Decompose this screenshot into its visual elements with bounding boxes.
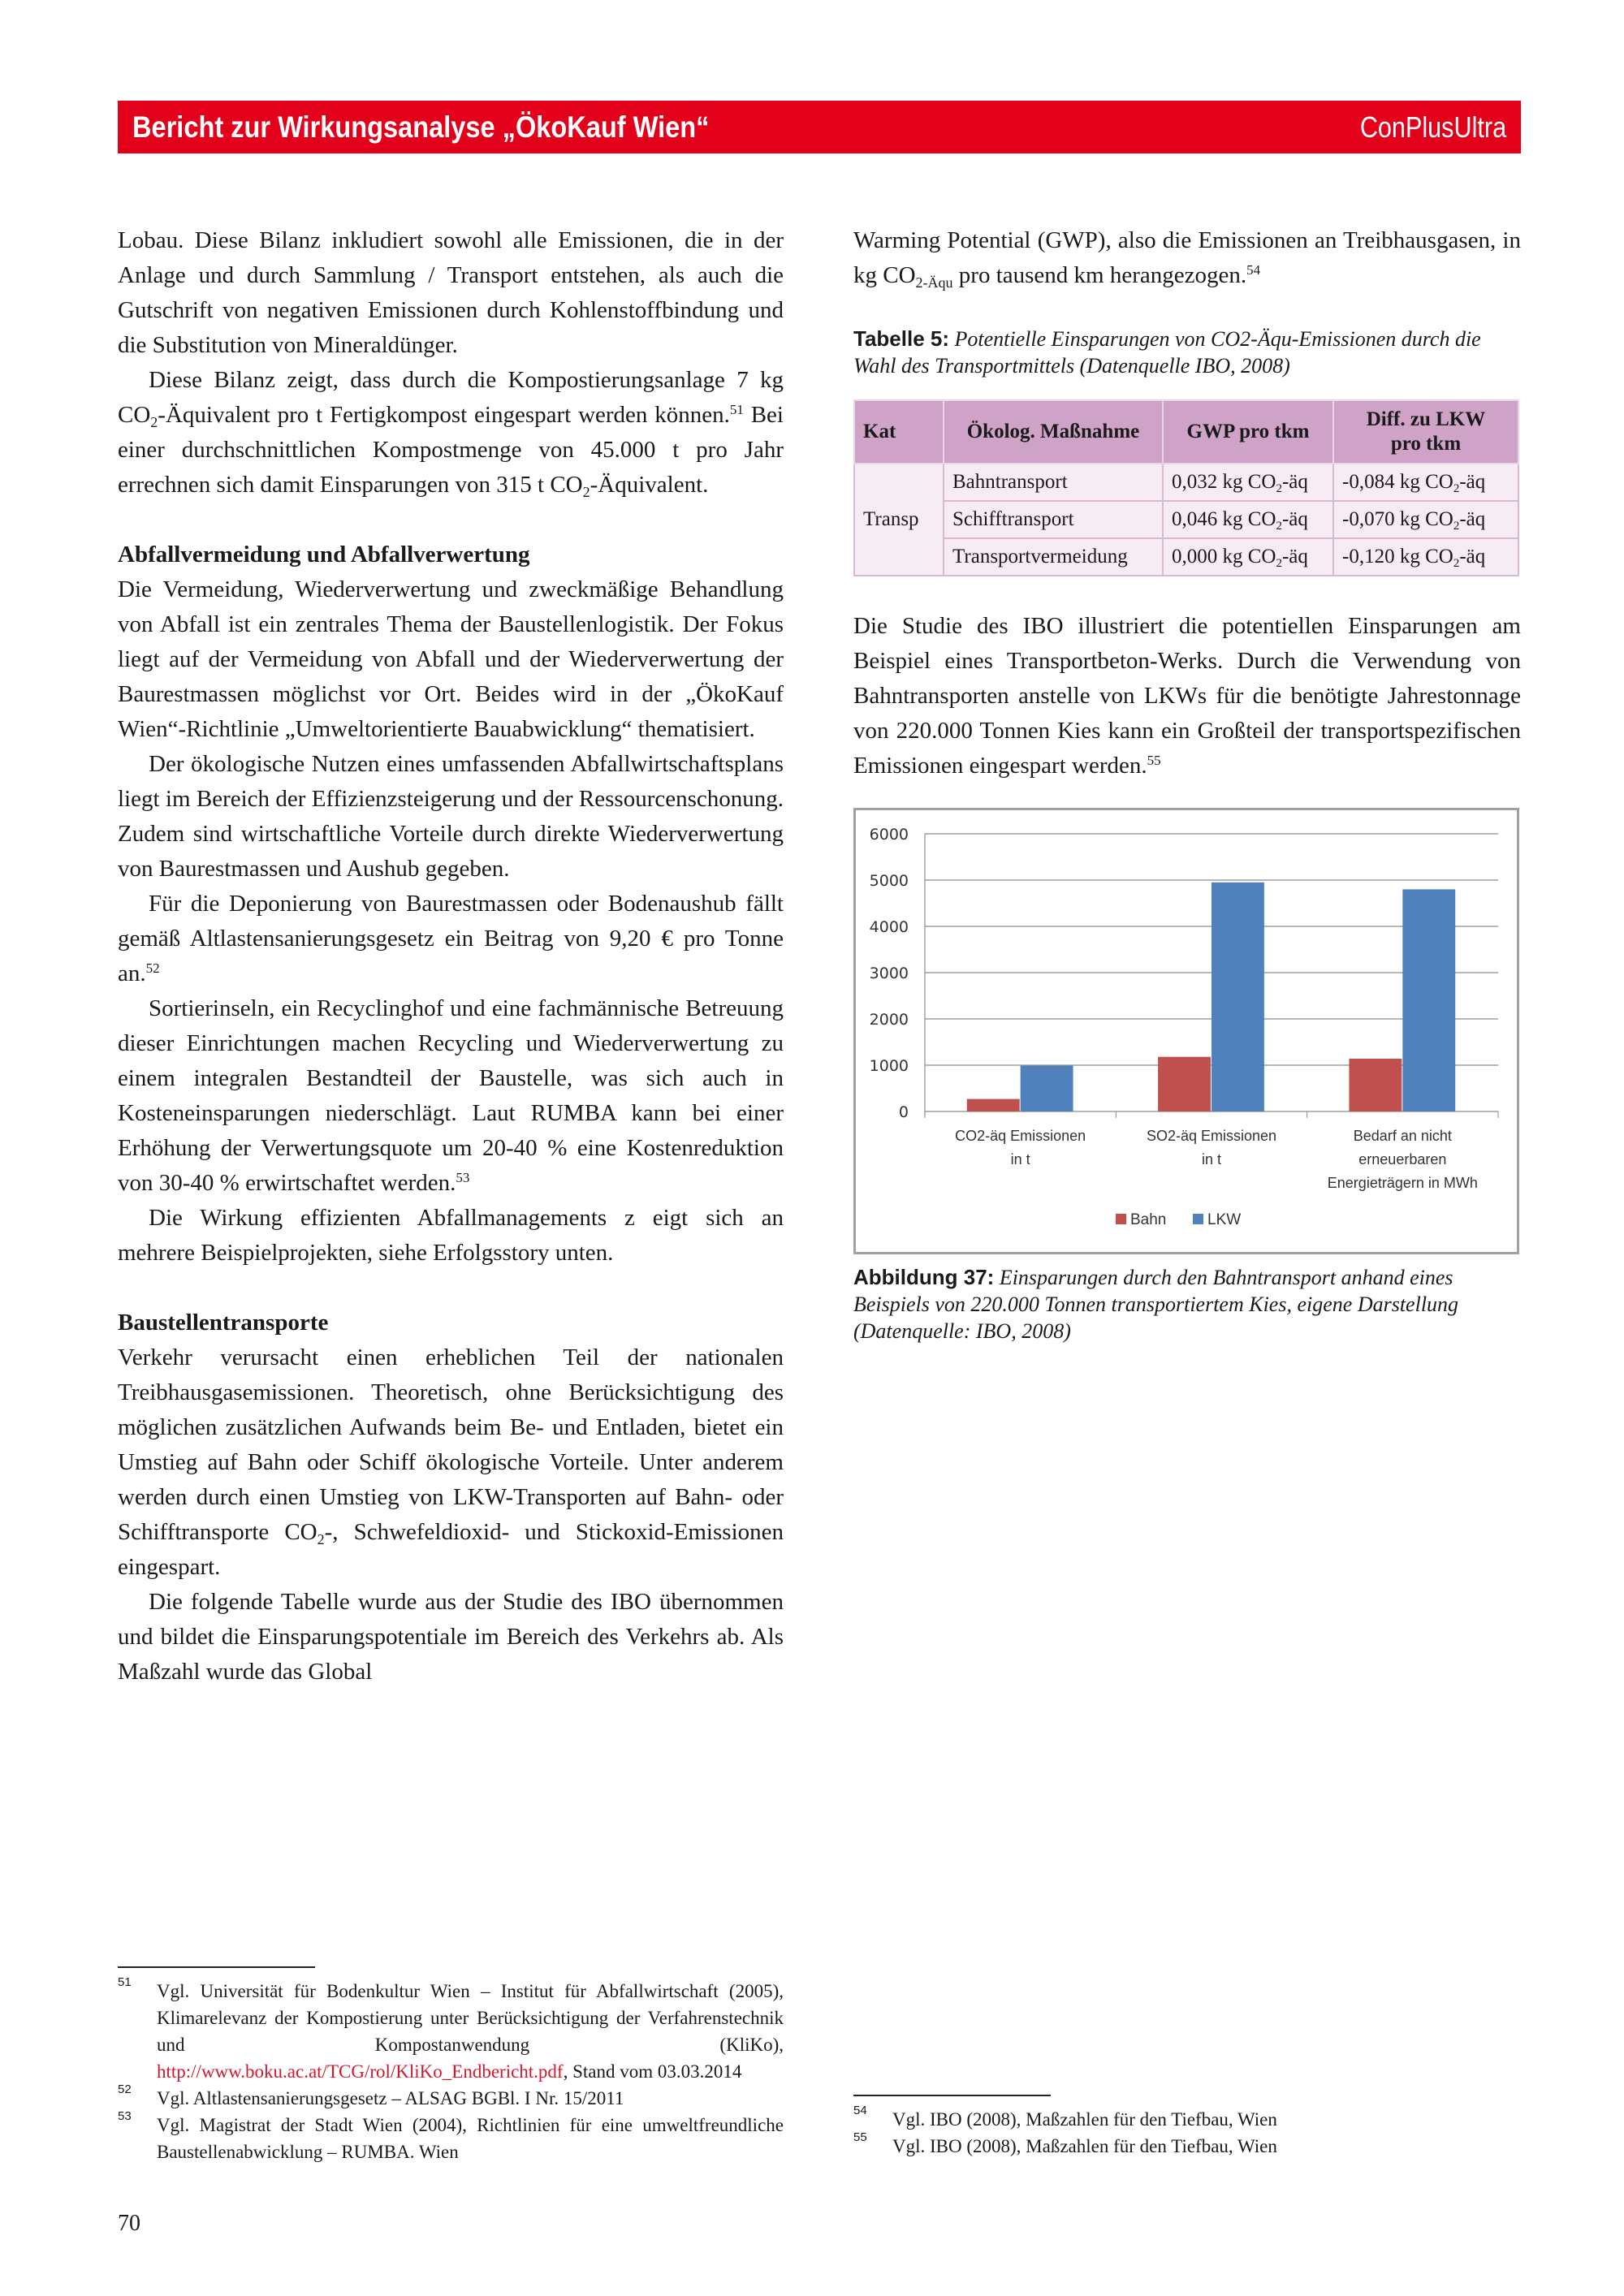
footnote-number: 51 xyxy=(118,1975,132,1989)
section-heading: Abfallvermeidung und Abfallverwertung xyxy=(118,542,530,568)
footnote: 51 Vgl. Universität für Bodenkultur Wien – Institut für Abfallwirtschaft (2005), Klimarelevanz der Kompostierung unter Berücksichtigung der Verfahrenstechnik und Kompostanwendung (KliKo), http://www.boku.ac.at/TCG/rol/KliKo_Endbericht.pdf, Stand vom 03.03.2014 xyxy=(118,1975,784,2082)
paragraph: Die Vermeidung, Wiederverwertung und zweckmäßige Behandlung von Abfall ist ein zentrales Thema der Baustellenlogistik. Der Fokus liegt auf der Vermeidung von Abfall und der Wiederverwertung der Baurestmassen möglichst vor Ort. Beides wird in der „ÖkoKauf Wien“-Richtlinie „Umweltorientierte Bauabwicklung“ thematisiert. xyxy=(118,576,784,742)
footnote-link[interactable]: http://www.boku.ac.at/TCG/rol/KliKo_Endbericht.pdf xyxy=(157,2061,564,2082)
section-heading: Baustellentransporte xyxy=(118,1310,329,1336)
report-header xyxy=(118,101,1521,153)
page-number: 70 xyxy=(118,2211,140,2236)
bar-lkw xyxy=(1212,883,1264,1111)
bar-chart xyxy=(853,808,1519,1254)
y-tick-label: 0 xyxy=(898,1103,909,1121)
figure-caption: Abbildung 37: Einsparungen durch den Bahntransport anhand eines Beispiels von 220.000 Tonnen transportiertem Kies, eigene Darstellung (Datenquelle: IBO, 2008) xyxy=(853,1265,1459,1343)
x-category-label: SO2-äq Emissionen xyxy=(1146,1128,1277,1144)
x-category-label: in t xyxy=(1201,1151,1222,1167)
bar-lkw xyxy=(1402,889,1455,1111)
savings-table xyxy=(853,399,1519,576)
y-tick-label: 3000 xyxy=(869,965,909,982)
y-tick-label: 6000 xyxy=(869,826,909,844)
footnote: 55 Vgl. IBO (2008), Maßzahlen für den Tiefbau, Wien xyxy=(853,2130,1277,2156)
x-category-label: Bedarf an nicht xyxy=(1353,1128,1452,1144)
footnote-ref: 51 xyxy=(729,402,744,417)
chart-svg xyxy=(856,810,1517,1252)
footnote-ref: 55 xyxy=(1147,753,1161,768)
footnote-number: 53 xyxy=(118,2109,132,2123)
paragraph: Sortierinseln, ein Recyclinghof und eine fachmännische Betreuung dieser Einrichtungen machen Recycling und Wiederverwertung zu einem integralen Bestandteil der Baustelle, was sich auch in Kosteneinsparungen niederschlägt. Laut RUMBA kann bei einer Erhöhung der Verwertungsquote um 20-40 % eine Kostenreduktion von 30-40 % erwirtschaftet werden.$^{53}$ xyxy=(118,995,784,1196)
x-category-label: erneuerbaren xyxy=(1358,1151,1447,1167)
footnote: 54 Vgl. IBO (2008), Maßzahlen für den Tiefbau, Wien xyxy=(853,2104,1277,2130)
footnote: 52 Vgl. Altlastensanierungsgesetz – ALSAG BGBl. I Nr. 15/2011 xyxy=(118,2082,624,2108)
y-tick-label: 4000 xyxy=(869,918,909,936)
footnote-number: 52 xyxy=(118,2082,132,2096)
table-row: Transportvermeidung 0,000 kg $CO_2-äq$ -0,120 kg $CO_2-äq$ xyxy=(854,538,1518,576)
legend-swatch xyxy=(1116,1214,1126,1224)
right-column xyxy=(853,223,1521,2241)
footnote-ref: 54 xyxy=(1246,262,1261,278)
left-column xyxy=(118,223,784,2241)
bar-bahn xyxy=(1158,1057,1211,1111)
x-category-label: CO2-äq Emissionen xyxy=(955,1128,1086,1144)
y-tick-label: 5000 xyxy=(869,872,909,890)
bar-bahn xyxy=(967,1099,1020,1111)
paragraph: Verkehr verursacht einen erheblichen Teil der nationalen Treibhausgasemissionen. Theoretisch, ohne Berücksichtigung des möglichen zusätzlichen Aufwands beim Be- und Entladen, bietet ein Umstieg auf Bahn oder Schiff ökologische Vorteile. Unter anderem werden durch einen Umstieg von LKW-Transporten auf Bahn- oder Schifftransporte $CO_2-$, Schwefeldioxid- und Stickoxid-Emissionen eingespart. xyxy=(118,1344,784,1580)
footnote-number: 54 xyxy=(853,2104,867,2117)
legend-label: LKW xyxy=(1207,1211,1242,1228)
paragraph: Die folgende Tabelle wurde aus der Studie des IBO übernommen und bildet die Einsparungspotentiale im Bereich des Verkehrs ab. Als Maßzahl wurde das Global xyxy=(118,1589,784,1685)
paragraph: Warming Potential (GWP), also die Emissionen an Treibhausgasen, in kg $CO_{2-Äqu}$ pro tausend km herangezogen.$^{54}$ xyxy=(853,227,1521,291)
paragraph: Die Studie des IBO illustriert die potentiellen Einsparungen am Beispiel eines Transportbeton-Werks. Durch die Verwendung von Bahntransporten anstelle von LKWs für die benötigte Jahrestonnage von 220.000 Tonnen Kies kann ein Großteil der transportspezifischen Emissionen eingespart werden.$^{55}$ xyxy=(853,613,1521,779)
footnote-ref: 52 xyxy=(145,960,160,976)
footnote-separator xyxy=(853,2095,1051,2096)
table-row: Transp Bahntransport 0,032 kg $CO_2-äq$ -0,084 kg $CO_2-äq$ xyxy=(854,464,1518,501)
brand-name: ConPlusUltra xyxy=(1359,110,1506,144)
footnote-number: 55 xyxy=(853,2130,867,2144)
paragraph: Die Wirkung effizienten Abfallmanagements z eigt sich an mehrere Beispielprojekten, siehe Erfolgsstory unten. xyxy=(118,1205,784,1266)
paragraph: Der ökologische Nutzen eines umfassenden Abfallwirtschaftsplans liegt im Bereich der Effizienzsteigerung und der Ressourcenschonung. Zudem sind wirtschaftliche Vorteile durch direkte Wiederverwertung von Baurestmassen und Aushub gegeben. xyxy=(118,751,784,882)
bar-bahn xyxy=(1349,1059,1402,1111)
table-caption: Tabelle 5: Potentielle Einsparungen von CO2-Äqu-Emissionen durch die Wahl des Transportmittels (Datenquelle IBO, 2008) xyxy=(853,326,1481,378)
bar-lkw xyxy=(1021,1066,1073,1111)
footnotes-right xyxy=(853,2106,1521,2160)
footnote: 53 Vgl. Magistrat der Stadt Wien (2004), Richtlinien für eine umweltfreundliche Baustellenabwicklung – RUMBA. Wien xyxy=(118,2109,784,2162)
paragraph: Diese Bilanz zeigt, dass durch die Kompostierungsanlage 7 kg $CO_2$-Äquivalent pro t Fertigkompost eingespart werden können.$^{51}$ Bei einer durchschnittlichen Kompostmenge von 45.000 t pro Jahr errechnen sich damit Einsparungen von 315 t $CO_2$-Äquivalent. xyxy=(118,367,784,500)
footnotes-left xyxy=(118,1975,784,2165)
x-category-label: Energieträgern in MWh xyxy=(1327,1175,1478,1191)
table-row: Schifftransport 0,046 kg $CO_2-äq$ -0,070 kg $CO_2-äq$ xyxy=(854,501,1518,538)
footnote-separator xyxy=(118,1966,315,1968)
legend-label: Bahn xyxy=(1130,1211,1167,1228)
y-tick-label: 1000 xyxy=(869,1057,909,1075)
paragraph: Für die Deponierung von Baurestmassen oder Bodenaushub fällt gemäß Altlastensanierungsgesetz ein Beitrag von 9,20 € pro Tonne an.$^{52}$ xyxy=(118,891,784,986)
footnote-ref: 53 xyxy=(456,1170,470,1185)
x-category-label: in t xyxy=(1010,1151,1030,1167)
report-title: Bericht zur Wirkungsanalyse „ÖkoKauf Wien“ xyxy=(132,110,710,144)
legend-swatch xyxy=(1193,1214,1203,1224)
y-tick-label: 2000 xyxy=(869,1011,909,1029)
table-header-row: Kat Ökolog. Maßnahme GWP pro tkm Diff. zu LKW pro tkm xyxy=(854,400,1518,464)
paragraph: Lobau. Diese Bilanz inkludiert sowohl alle Emissionen, die in der Anlage und durch Sammlung / Transport entstehen, als auch die Gutschrift von negativen Emissionen durch Kohlenstoffbindung und die Substitution von Mineraldünger. xyxy=(118,227,784,358)
